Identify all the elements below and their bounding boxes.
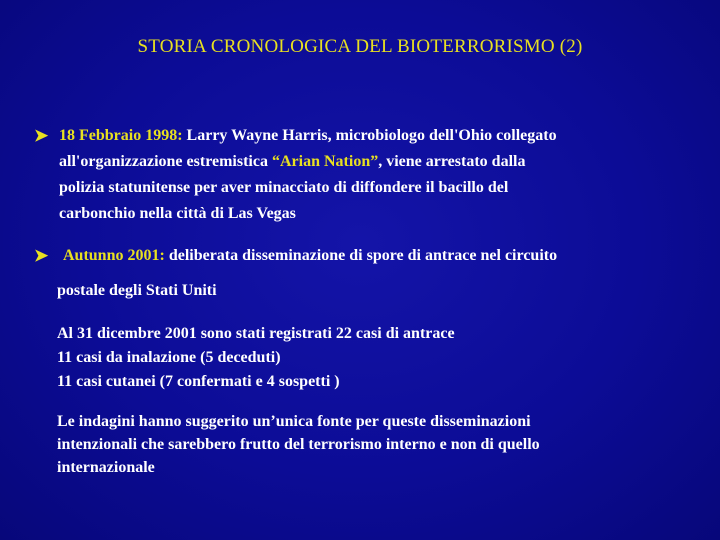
- arrow-bullet-icon: ➤: [34, 126, 49, 145]
- bullet-2001: [63, 243, 703, 269]
- bullet-2001-date: Autunno 2001:: [63, 247, 165, 264]
- bullet-1998-text-4: carbonchio nella città di Las Vegas: [59, 205, 296, 222]
- bullet-1998-text-1: Larry Wayne Harris, microbiologo dell'Ohio collegato: [182, 127, 557, 144]
- conclusion-line-2: intenzionali che sarebbero frutto del terrorismo interno e non di quello: [57, 436, 540, 453]
- slide-title: STORIA CRONOLOGICA DEL BIOTERRORISMO (2): [137, 36, 583, 57]
- conclusion-paragraph: [57, 410, 697, 479]
- conclusion-line-1: Le indagini hanno suggerito un’unica fonte per queste disseminazioni: [57, 413, 531, 430]
- cases-paragraph: [57, 322, 697, 394]
- arrow-bullet-icon: ➤: [34, 246, 49, 265]
- cases-total: Al 31 dicembre 2001 sono stati registrati 22 casi di antrace: [57, 325, 455, 342]
- bullet-2001-continuation: postale degli Stati Uniti: [57, 282, 217, 299]
- bullet-2001-text-1: deliberata disseminazione di spore di antrace nel circuito: [164, 247, 558, 264]
- bullet-1998: [59, 123, 699, 227]
- bullet-1998-text-2b: , viene arrestato dalla: [378, 153, 526, 170]
- bullet-1998-text-2a: all'organizzazione estremistica: [59, 153, 272, 170]
- bullet-1998-date: 18 Febbraio 1998:: [59, 127, 183, 144]
- cases-cutaneous: 11 casi cutanei (7 confermati e 4 sospetti ): [57, 373, 340, 390]
- conclusion-line-3: internazionale: [57, 459, 155, 476]
- cases-inhalation: 11 casi da inalazione (5 deceduti): [57, 349, 281, 366]
- bullet-1998-text-3: polizia statunitense per aver minacciato di diffondere il bacillo del: [59, 179, 509, 196]
- bullet-1998-org: “Arian Nation”: [271, 153, 379, 170]
